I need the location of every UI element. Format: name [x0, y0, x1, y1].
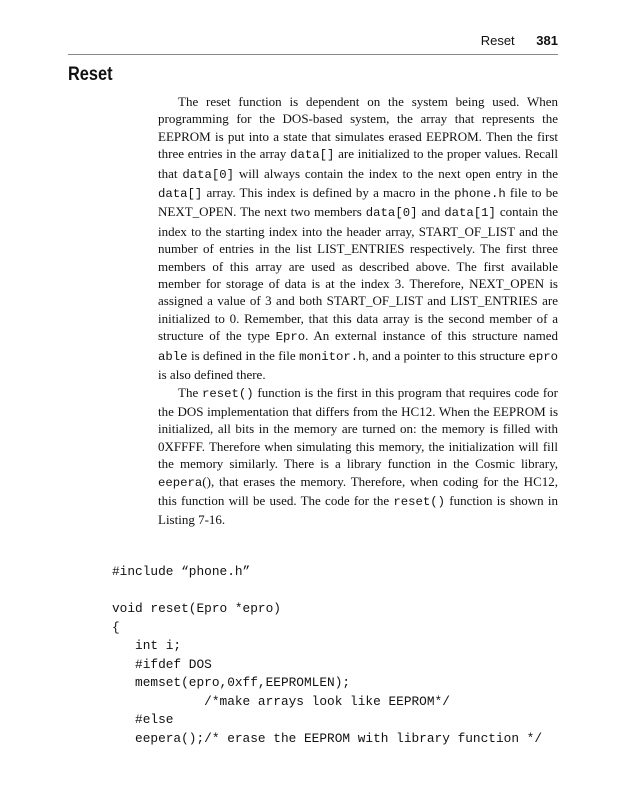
- inline-code: reset(): [393, 494, 445, 509]
- code-line: #ifdef DOS: [112, 656, 212, 672]
- text-run: . An external instance of this structure named: [305, 328, 559, 344]
- code-line: [112, 582, 542, 601]
- code-line: int i;: [112, 638, 182, 653]
- header-rule: [68, 54, 558, 55]
- text-run: function is the first in this program that requires code for the DOS implementation that differs from the HC12. When the EEPROM is initialized, all bits in the memory are turned on: the memory is filled with 0XFFFF. Therefore when simulating this memory, the initialization will fill the memory similarly. There is a library function in the Cosmic library,: [158, 384, 559, 472]
- inline-code: epro: [528, 349, 558, 364]
- paragraph-2: [158, 384, 558, 529]
- inline-code: phone.h: [454, 187, 506, 202]
- inline-code: data[]: [158, 187, 203, 202]
- text-run: are initialized to the proper values. Recall that: [158, 146, 559, 181]
- code-line: {: [112, 619, 120, 635]
- code-line: void reset(Epro *epro): [112, 601, 281, 616]
- text-run: is defined in the file: [187, 347, 300, 363]
- text-run: The: [178, 384, 202, 400]
- inline-code: data[0]: [365, 206, 418, 221]
- body-text: [158, 93, 558, 529]
- running-head-title: Reset: [480, 33, 515, 48]
- inline-code: able: [158, 349, 188, 364]
- running-head: [481, 33, 558, 48]
- code-listing: [112, 563, 542, 748]
- text-run: and: [417, 204, 445, 220]
- inline-code: Epro: [275, 330, 306, 345]
- text-run: The reset function is dependent on the system being used. When programming for the DOS-based system, the array that represents the EEPROM is put into a state that simulates erased EEPROM. Then the first three entries in the array: [158, 94, 558, 162]
- code-line: eepera();/* erase the EEPROM with library function */: [112, 730, 543, 746]
- text-run: function is shown in Listing 7-16.: [158, 492, 558, 528]
- inline-code: reset(): [202, 386, 254, 401]
- code-line: #else: [112, 712, 174, 727]
- inline-code: data[1]: [444, 206, 496, 221]
- text-run: is also defined there.: [158, 367, 266, 383]
- page-number: 381: [536, 33, 558, 48]
- code-line: /*make arrays look like EEPROM*/: [112, 693, 450, 709]
- section-title: Reset: [68, 64, 113, 85]
- text-run: file to be NEXT_OPEN. The next two members: [158, 185, 558, 220]
- paragraph-1: [158, 93, 558, 384]
- text-run: contain the index to the starting index into the header array, START_OF_LIST and the number of entries in the list LIST_ENTRIES respectively. The first three members of this array are used as described above. The first available member for storage of data is at the index 3. Therefore, NEXT_OPEN is assigned a value of 3 and both START_OF_LIST and LIST_ENTRIES are initialized to 0. Remember, that this data array is the second member of a structure of the type: [158, 204, 558, 344]
- inline-code: monitor.h: [299, 349, 366, 364]
- inline-code: eepera: [158, 475, 203, 490]
- text-run: will always contain the index to the next open entry in the: [234, 165, 558, 181]
- text-run: (), that erases the memory. Therefore, when coding for the HC12, this function will be used. The code for the: [158, 473, 558, 508]
- code-line: memset(epro,0xff,EEPROMLEN);: [112, 675, 351, 690]
- inline-code: data[]: [290, 148, 335, 163]
- inline-code: data[0]: [182, 167, 235, 182]
- text-run: array. This index is defined by a macro in the: [202, 185, 455, 201]
- text-run: , and a pointer to this structure: [365, 347, 529, 363]
- code-line: #include “phone.h”: [112, 564, 251, 579]
